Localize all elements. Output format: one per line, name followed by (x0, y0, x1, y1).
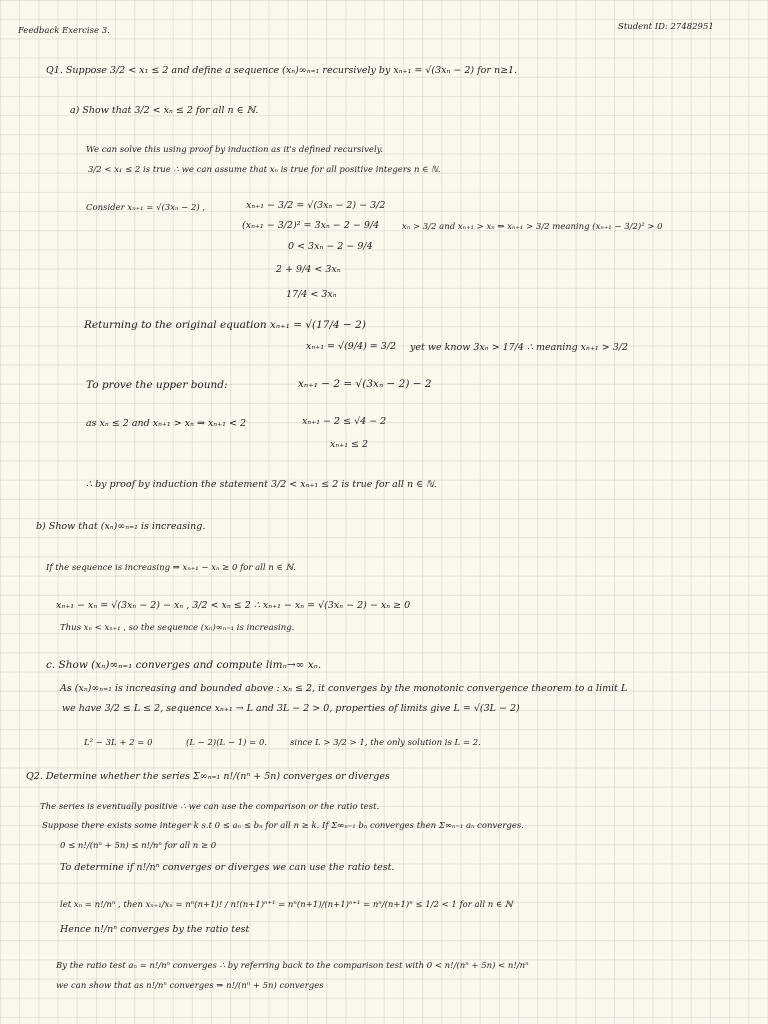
part-a-heading: a) Show that 3/2 < xₙ ≤ 2 for all n ∈ ℕ. (70, 105, 259, 116)
math-line: xₙ₊₁ − xₙ = √(3xₙ − 2) − xₙ , 3/2 < xₙ ≤ 2 ∴ xₙ₊₁ − xₙ = √(3xₙ − 2) − xₙ ≥ 0 (56, 600, 411, 611)
text-line: 3/2 < x₁ ≤ 2 is true ∴ we can assume that xₙ is true for all positive integers n ∈ ℕ. (88, 165, 441, 175)
math-line: Consider xₙ₊₁ = √(3xₙ − 2) , (86, 203, 206, 213)
text-line: we have 3/2 ≤ L ≤ 2, sequence xₙ₊₁ → L and 3L − 2 > 0, properties of limits give L = √(3L − 2) (62, 703, 520, 714)
math-line: xₙ > 3/2 and xₙ₊₁ > xₙ ⇒ xₙ₊₁ > 3/2 meaning (xₙ₊₁ − 3/2)² > 0 (402, 222, 663, 232)
math-line: 2 + 9/4 < 3xₙ (276, 264, 341, 275)
text-line: By the ratio test aₙ = n!/nⁿ converges ∴ by referring back to the comparison test with 0 < n!/(nⁿ + 5n) < n!/nⁿ (56, 961, 529, 971)
math-line: 0 ≤ n!/(nⁿ + 5n) ≤ n!/nⁿ for all n ≥ 0 (60, 841, 217, 851)
math-line: xₙ₊₁ − 2 ≤ √4 − 2 (302, 416, 387, 427)
math-line: since L > 3/2 > 1, the only solution is L = 2. (290, 738, 481, 748)
question-1-statement: Q1. Suppose 3/2 < x₁ ≤ 2 and define a sequence (xₙ)∞ₙ₌₁ recursively by xₙ₊₁ = √(3xₙ − 2) for n≥1. (46, 65, 518, 76)
text-line: We can solve this using proof by induction as it's defined recursively. (86, 145, 384, 155)
math-line: xₙ₊₁ − 2 = √(3xₙ − 2) − 2 (298, 378, 432, 390)
text-line: If the sequence is increasing ⇒ xₙ₊₁ − xₙ ≥ 0 for all n ∈ ℕ. (46, 563, 296, 573)
student-id: Student ID: 27482951 (618, 22, 714, 32)
text-line: Suppose there exists some integer k s.t 0 ≤ aₙ ≤ bₙ for all n ≥ k. If Σ∞ₙ₌₁ bₙ converges then Σ∞ₙ₌₁ aₙ converges. (42, 821, 524, 831)
math-line: yet we know 3xₙ > 17/4 ∴ meaning xₙ₊₁ > 3/2 (410, 342, 629, 353)
text-line: To determine if n!/nⁿ converges or diverges we can use the ratio test. (60, 862, 395, 873)
text-line: As (xₙ)∞ₙ₌₁ is increasing and bounded above : xₙ ≤ 2, it converges by the monotonic convergence theorem to a limit L (60, 683, 628, 694)
math-line: 17/4 < 3xₙ (286, 289, 337, 300)
math-line: xₙ₊₁ = √(9/4) = 3/2 (306, 341, 397, 352)
math-line: 0 < 3xₙ − 2 − 9/4 (288, 241, 373, 252)
math-line: L² − 3L + 2 = 0 (84, 738, 153, 748)
text-line: we can show that as n!/nⁿ converges ⇒ n!/(nⁿ + 5n) converges (56, 981, 324, 991)
math-line: let xₙ = n!/nⁿ , then xₙ₊₁/xₙ = nⁿ(n+1)! / n!(n+1)ⁿ⁺¹ = nⁿ(n+1)/(n+1)ⁿ⁺¹ = nⁿ/(n+1)ⁿ ≤ 1/2 < 1 for all n ∈ ℕ (60, 900, 513, 910)
text-line: Thus xₙ < xₙ₊₁ , so the sequence (xₙ)∞ₙ₌₁ is increasing. (60, 623, 295, 633)
text-line: Hence n!/nⁿ converges by the ratio test (60, 924, 250, 935)
text-line: To prove the upper bound: (86, 379, 228, 391)
text-line: The series is eventually positive ∴ we can use the comparison or the ratio test. (40, 802, 380, 812)
math-line: (L − 2)(L − 1) = 0. (186, 738, 268, 748)
page-title: Feedback Exercise 3. (18, 26, 110, 36)
math-line: xₙ₊₁ ≤ 2 (330, 439, 369, 450)
text-line: as xₙ ≤ 2 and xₙ₊₁ > xₙ ⇒ xₙ₊₁ < 2 (86, 418, 247, 429)
part-c-heading: c. Show (xₙ)∞ₙ₌₁ converges and compute limₙ→∞ xₙ. (46, 659, 322, 671)
question-2-statement: Q2. Determine whether the series Σ∞ₙ₌₁ n!/(nⁿ + 5n) converges or diverges (26, 771, 390, 782)
math-line: xₙ₊₁ − 3/2 = √(3xₙ − 2) − 3/2 (246, 200, 386, 211)
math-line: (xₙ₊₁ − 3/2)² = 3xₙ − 2 − 9/4 (242, 220, 380, 231)
conclusion-line: ∴ by proof by induction the statement 3/2 < xₙ₊₁ ≤ 2 is true for all n ∈ ℕ. (86, 479, 437, 490)
part-b-heading: b) Show that (xₙ)∞ₙ₌₁ is increasing. (36, 521, 206, 532)
text-line: Returning to the original equation xₙ₊₁ = √(17/4 − 2) (84, 319, 366, 331)
